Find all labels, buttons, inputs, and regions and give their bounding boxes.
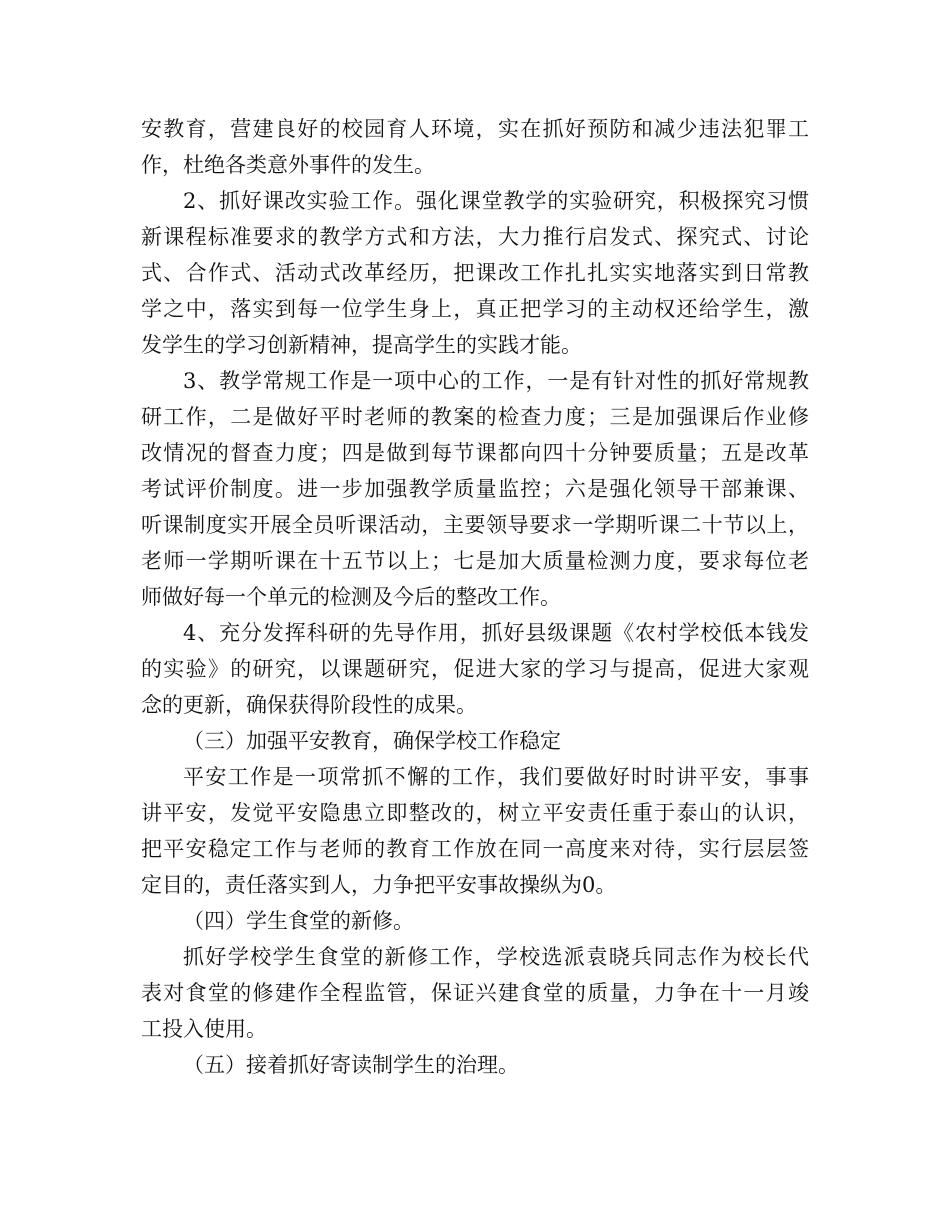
text-line: 式、合作式、活动式改革经历，把课改工作扎扎实实地落实到日常教	[141, 261, 809, 285]
paragraph-first-line: 抓好学校学生食堂的新修工作，学校选派袁晓兵同志作为校长代	[183, 945, 809, 969]
text-line: 听课制度实开展全员听课活动，主要领导要求一学期听课二十节以上，	[141, 513, 809, 537]
text-line: 改情况的督查力度；四是做到每节课都向四十分钟要质量；五是改革	[141, 441, 809, 465]
paragraph-first-line: 4、充分发挥科研的先导作用，抓好县级课题《农村学校低本钱发	[183, 621, 809, 645]
text-line: 研工作，二是做好平时老师的教案的检查力度；三是加强课后作业修	[141, 405, 809, 429]
text-line: 的实验》的研究，以课题研究，促进大家的学习与提高，促进大家观	[141, 657, 809, 681]
text-line: 老师一学期听课在十五节以上；七是加大质量检测力度，要求每位老	[141, 549, 809, 573]
text-line: 定目的，责任落实到人，力争把平安事故操纵为0。	[141, 873, 617, 897]
text-line: 工投入使用。	[141, 1017, 267, 1041]
text-line: 师做好每一个单元的检测及今后的整改工作。	[141, 585, 561, 609]
text-line: 作，杜绝各类意外事件的发生。	[141, 153, 435, 177]
text-line: 考试评价制度。进一步加强教学质量监控；六是强化领导干部兼课、	[141, 477, 809, 501]
text-line: 念的更新，确保获得阶段性的成果。	[141, 693, 477, 717]
text-line: 表对食堂的修建作全程监管，保证兴建食堂的质量，力争在十一月竣	[141, 981, 809, 1005]
text-line: 把平安稳定工作与老师的教育工作放在同一高度来对待，实行层层签	[141, 837, 809, 861]
section-heading: （五）接着抓好寄读制学生的治理。	[183, 1053, 519, 1077]
section-heading: （四）学生食堂的新修。	[183, 909, 414, 933]
text-line: 学之中，落实到每一位学生身上，真正把学习的主动权还给学生，激	[141, 297, 809, 321]
text-line: 讲平安，发觉平安隐患立即整改的，树立平安责任重于泰山的认识，	[141, 801, 809, 825]
paragraph-first-line: 平安工作是一项常抓不懈的工作，我们要做好时时讲平安，事事	[183, 765, 809, 789]
text-line: 安教育，营建良好的校园育人环境，实在抓好预防和减少违法犯罪工	[141, 117, 809, 141]
text-line: 新课程标准要求的教学方式和方法，大力推行启发式、探究式、讨论	[141, 225, 809, 249]
text-line: 发学生的学习创新精神，提高学生的实践才能。	[141, 333, 582, 357]
section-heading: （三）加强平安教育，确保学校工作稳定	[183, 729, 561, 753]
paragraph-first-line: 2、抓好课改实验工作。强化课堂教学的实验研究，积极探究习惯	[183, 189, 809, 213]
paragraph-first-line: 3、教学常规工作是一项中心的工作，一是有针对性的抓好常规教	[183, 369, 809, 393]
